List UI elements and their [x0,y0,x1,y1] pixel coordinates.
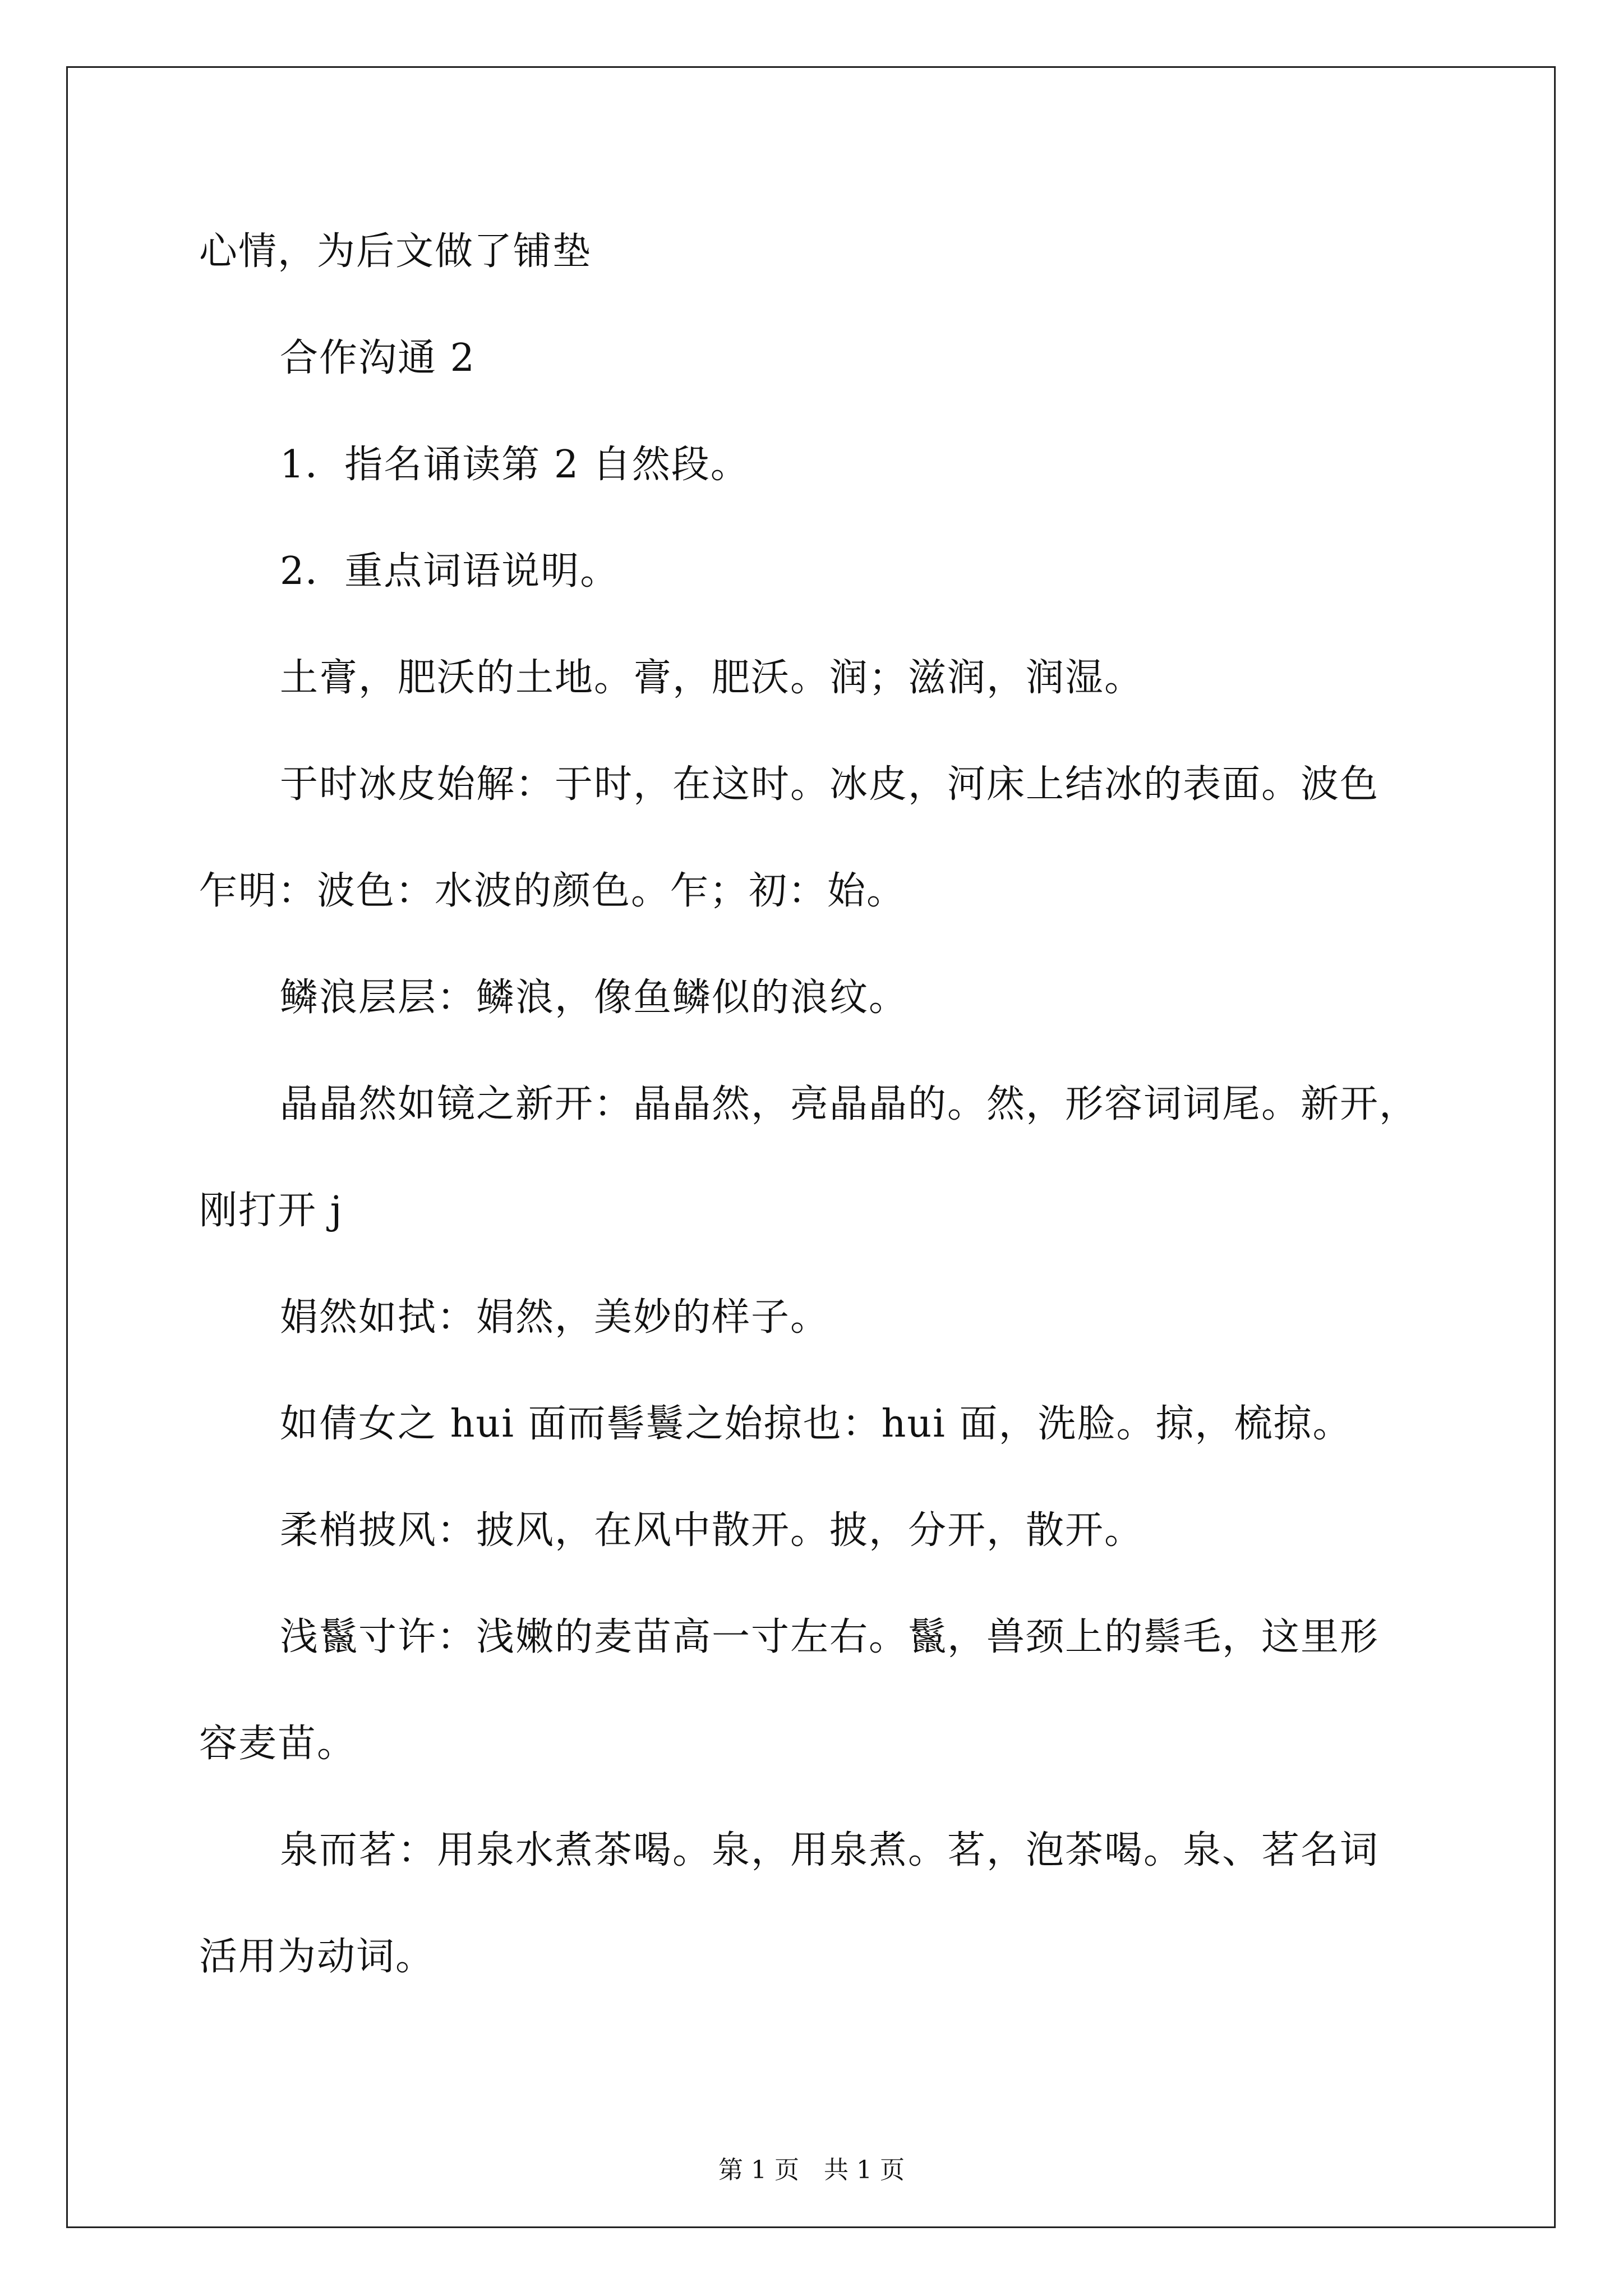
text-line: 晶晶然如镜之新开：晶晶然，亮晶晶的。然，形容词词尾。新开， [280,1082,1419,1126]
page-frame [66,66,1556,2228]
text-line: 土膏，肥沃的土地。膏，肥沃。润；滋润，润湿。 [280,656,1144,700]
text-line: 心情，为后文做了铺垫 [199,229,592,274]
text-line: 活用为动词。 [199,1935,435,1979]
text-line: 泉而茗：用泉水煮茶喝。泉，用泉煮。茗，泡茶喝。泉、茗名词 [280,1828,1380,1872]
text-line: 乍明：波色：水波的颜色。乍；初：始。 [199,869,906,913]
text-line: 刚打开 j [199,1189,343,1233]
text-line: 容麦苗。 [199,1722,357,1766]
section-heading: 合作沟通 2 [280,336,476,380]
text-line: 浅鬣寸许：浅嫩的麦苗高一寸左右。鬣，兽颈上的鬃毛，这里形 [280,1615,1380,1659]
text-line: 娟然如拭：娟然，美妙的样子。 [280,1295,830,1340]
text-line: 柔梢披风：披风，在风中散开。披，分开，散开。 [280,1508,1144,1553]
text-line: 2．重点词语说明。 [280,549,620,593]
text-line: 于时冰皮始解：于时，在这时。冰皮，河床上结冰的表面。波色 [280,762,1380,807]
page-footer: 第 1 页 共 1 页 [718,2156,905,2184]
text-line: 如倩女之 hui 面而髻鬟之始掠也：hui 面，洗脸。掠，梳掠。 [280,1402,1352,1446]
text-line: 1．指名诵读第 2 自然段。 [280,443,750,487]
text-line: 鳞浪层层：鳞浪，像鱼鳞似的浪纹。 [280,976,909,1020]
